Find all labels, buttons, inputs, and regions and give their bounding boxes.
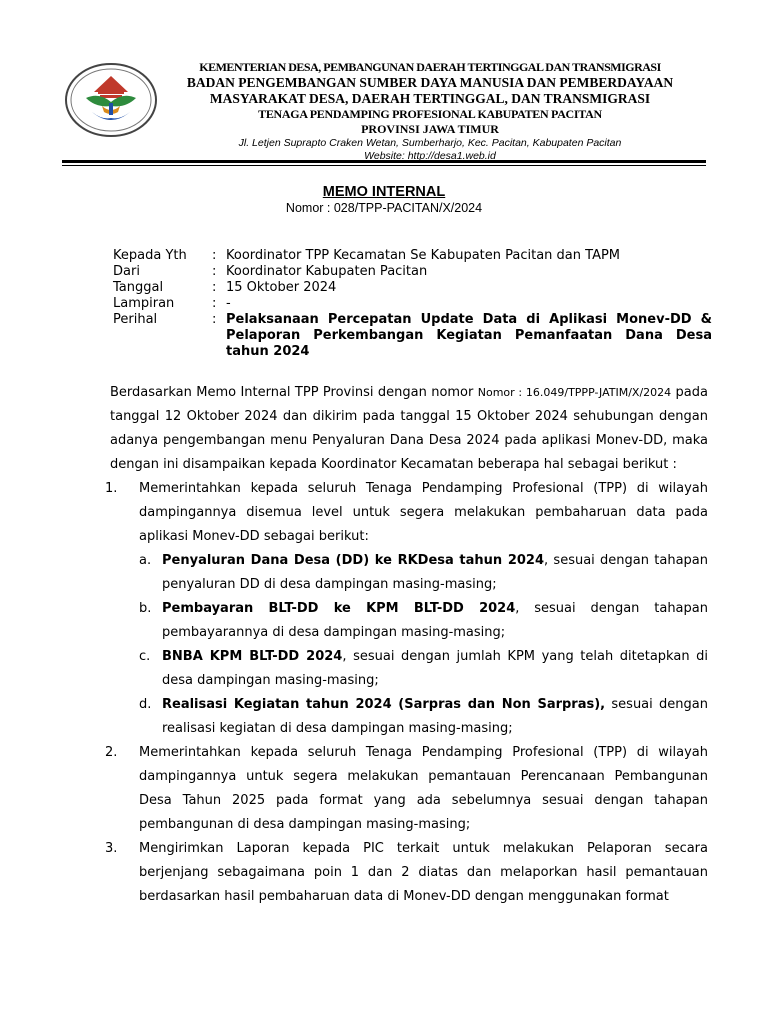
meta-value-perihal: Pelaksanaan Percepatan Update Data di Aplikasi Monev-DD & Pelaporan Perkembangan Kegiatan Pemanfaatan Dana Desa tahun 2024 [226,312,712,359]
meta-row-kepada [113,248,713,264]
sub-list-letter: b. [139,601,152,616]
meta-row-lampiran [113,296,713,312]
letterhead-rule-thin [62,165,706,166]
list-item-text: Memerintahkan kepada seluruh Tenaga Pendamping Profesional (TPP) di wilayah dampingannya untuk segera melakukan pemantauan Perencanaan Pembangunan Desa Tahun 2025 pada format yang ada sebelumnya sesuai dengan tahapan pembangunan di desa dampingan masing-masing; [139,745,708,832]
ministry-logo [64,62,158,138]
intro-text-a: Berdasarkan Memo Internal TPP Provinsi dengan nomor [110,385,478,400]
letterhead-line-agency: BADAN PENGEMBANGAN SUMBER DAYA MANUSIA DAN PEMBERDAYAAN [186,75,674,90]
memo-body [105,381,709,909]
list-item-text: Memerintahkan kepada seluruh Tenaga Pendamping Profesional (TPP) di wilayah dampingannya disemua level untuk segera melakukan pembaharuan data pada aplikasi Monev-DD sebagai berikut: [139,481,708,544]
intro-paragraph [110,381,708,477]
sub-list-item [139,693,708,741]
sub-list-item [139,597,708,645]
letterhead-line-unit: TENAGA PENDAMPING PROFESIONAL KABUPATEN PACITAN [258,107,602,121]
meta-colon: : [212,296,217,311]
meta-colon: : [212,248,217,263]
memo-number: Nomor : 028/TPP-PACITAN/X/2024 [285,201,483,215]
sub-item-text: , sesuai dengan tahapan pembayarannya di desa dampingan masing-masing; [162,601,708,640]
sub-list [139,549,708,741]
list-item-number: 1. [105,481,118,496]
meta-label-tanggal: Tanggal [113,280,164,295]
memo-meta [113,248,713,364]
sub-list-letter: c. [139,649,151,664]
sub-list-item [139,645,708,693]
sub-item-text: sesuai dengan realisasi kegiatan di desa dampingan masing-masing; [162,697,708,736]
letterhead-line-province: PROVINSI JAWA TIMUR [361,122,499,136]
instruction-list [105,477,709,909]
sub-item-emphasis: Pembayaran BLT-DD ke KPM BLT-DD 2024 [162,601,516,616]
list-item [105,741,708,837]
meta-label-lampiran: Lampiran [113,296,175,311]
meta-colon: : [212,280,217,295]
meta-value-lampiran: - [226,296,231,311]
letterhead-address: Jl. Letjen Suprapto Craken Wetan, Sumberharjo, Kec. Pacitan, Kabupaten Pacitan [238,137,622,149]
meta-colon: : [212,312,217,327]
sub-item-emphasis: BNBA KPM BLT-DD 2024 [162,649,343,664]
meta-label-dari: Dari [113,264,140,279]
sub-list-letter: a. [139,553,152,568]
list-item [105,477,709,741]
meta-value-tanggal: 15 Oktober 2024 [226,280,337,295]
letterhead-text [160,60,700,163]
meta-value-kepada: Koordinator TPP Kecamatan Se Kabupaten Pacitan dan TAPM [226,248,621,263]
meta-value-dari: Koordinator Kabupaten Pacitan [226,264,428,279]
meta-row-tanggal [113,280,713,296]
intro-text-b: pada tanggal 12 Oktober 2024 dan dikirim pada tanggal 15 Oktober 2024 sehubungan dengan adanya pengembangan menu Penyaluran Dana Desa 2024 pada aplikasi Monev-DD, maka dengan ini disampaikan kepada Koordinator Kecamatan beberapa hal sebagai berikut : [110,385,708,472]
letterhead-rule-thick [62,160,706,163]
meta-label-perihal: Perihal [113,312,158,327]
sub-list-item [139,549,708,597]
intro-reference-number: Nomor : 16.049/TPPP-JATIM/X/2024 [477,386,672,399]
sub-item-text: , sesuai dengan tahapan penyaluran DD di desa dampingan masing-masing; [162,553,708,592]
letterhead-website: Website: http://desa1.web.id [364,150,496,162]
list-item-number: 3. [105,841,118,856]
meta-row-dari [113,264,713,280]
letterhead-line-agency-2: MASYARAKAT DESA, DAERAH TERTINGGAL, DAN TRANSMIGRASI [209,91,651,106]
list-item [105,837,708,909]
meta-colon: : [212,264,217,279]
meta-label-kepada: Kepada Yth [113,248,187,263]
memo-title: MEMO INTERNAL [322,184,446,200]
meta-row-perihal [113,312,713,364]
list-item-number: 2. [105,745,118,760]
sub-item-emphasis: Realisasi Kegiatan tahun 2024 (Sarpras dan Non Sarpras), [162,697,606,712]
sub-list-letter: d. [139,697,152,712]
list-item-text: Mengirimkan Laporan kepada PIC terkait untuk melakukan Pelaporan secara berjenjang sebagaimana poin 1 dan 2 diatas dan melaporkan hasil pemantauan berdasarkan hasil pembaharuan data di Monev-DD dengan menggunakan format [139,841,708,904]
sub-item-text: , sesuai dengan jumlah KPM yang telah ditetapkan di desa dampingan masing-masing; [162,649,709,688]
letterhead [0,0,768,160]
sub-item-emphasis: Penyaluran Dana Desa (DD) ke RKDesa tahun 2024 [162,553,545,568]
letterhead-line-ministry: KEMENTERIAN DESA, PEMBANGUNAN DAERAH TERTINGGAL DAN TRANSMIGRASI [199,60,661,74]
